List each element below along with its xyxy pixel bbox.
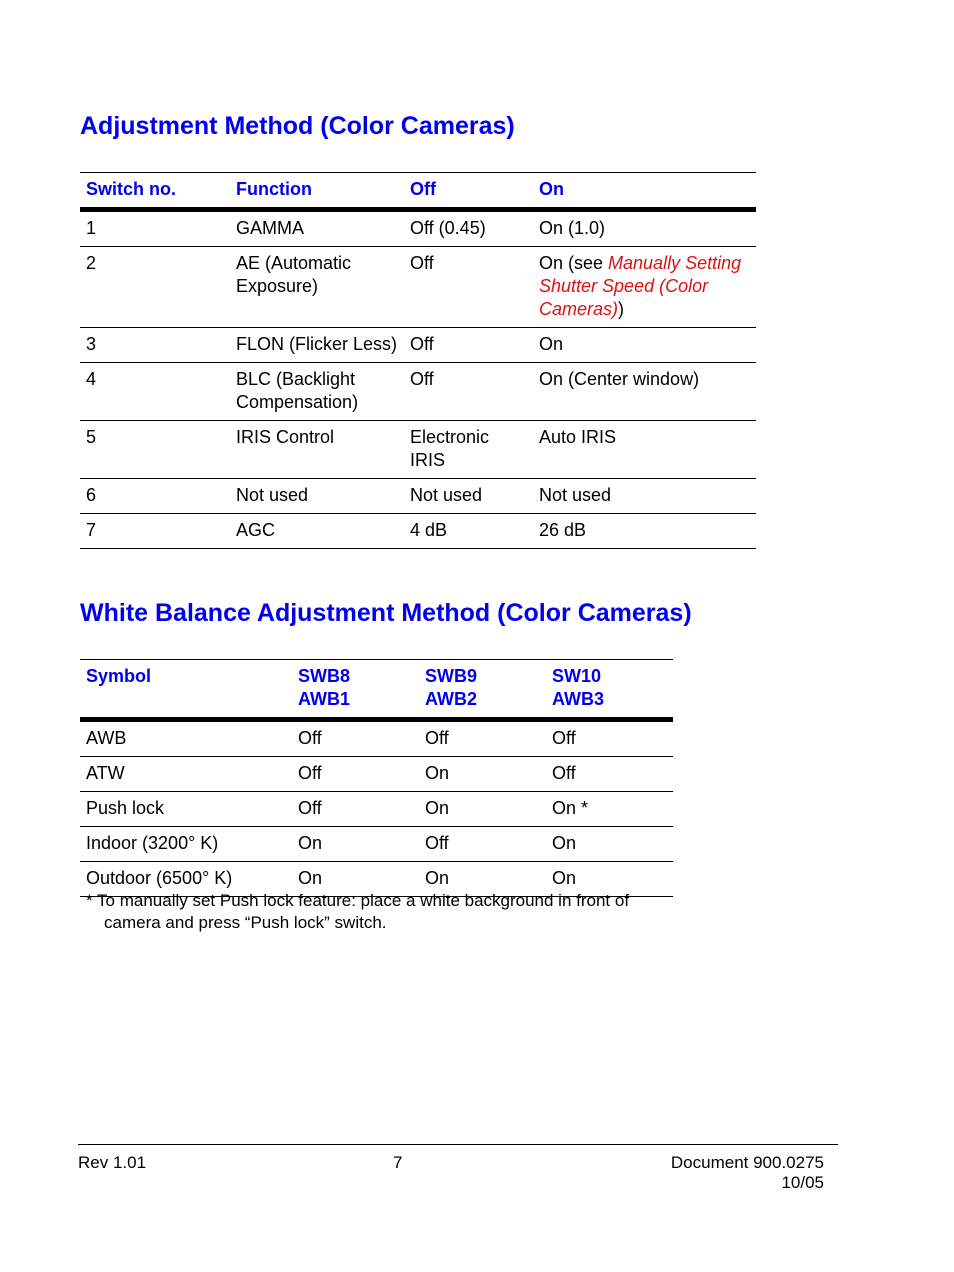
cross-reference-link[interactable]: Manually Setting Shutter Speed (Color Cameras) [539,253,742,319]
setting-cell: Off [292,720,419,757]
footer-page-number: 7 [393,1153,403,1172]
on-cell: Not used [533,479,756,514]
setting-cell: On [292,862,419,897]
off-cell: Off [404,247,533,328]
column-header-line1: SWB8 [298,666,351,686]
column-header-line2: AWB2 [425,689,478,709]
table-row [80,210,756,247]
off-cell: Off [404,363,533,421]
column-header-line1: SWB9 [425,666,478,686]
symbol-cell: Indoor (3200° K) [80,827,292,862]
footer-date: 10/05 [781,1173,824,1192]
setting-cell: Off [292,757,419,792]
column-header-line1: SW10 [552,666,602,686]
setting-cell: Off [419,827,546,862]
column-header [419,660,546,720]
on-cell [533,247,756,328]
column-header-line1: Symbol [86,666,152,686]
switch-no-cell: 6 [80,479,230,514]
switch-no-cell: 3 [80,328,230,363]
setting-cell: On [546,862,673,897]
function-cell: BLC (Backlight Compensation) [230,363,404,421]
table-row [80,479,756,514]
off-cell: 4 dB [404,514,533,549]
off-cell: Not used [404,479,533,514]
setting-cell: Off [292,792,419,827]
setting-cell: Off [546,757,673,792]
column-header-line2: AWB1 [298,689,351,709]
table-row [80,720,673,757]
symbol-cell: AWB [80,720,292,757]
on-cell-suffix: ) [618,299,625,319]
table-row [80,514,756,549]
on-cell: On [533,328,756,363]
function-cell: FLON (Flicker Less) [230,328,404,363]
setting-cell: On [419,792,546,827]
table-header-row [80,173,756,210]
setting-cell: On [292,827,419,862]
on-cell-prefix: On (see [539,253,609,273]
table-header-row [80,660,673,720]
setting-cell: On [419,862,546,897]
column-header [292,660,419,720]
setting-cell: On [419,757,546,792]
footer-revision: Rev 1.01 [78,1153,147,1172]
switch-no-cell: 2 [80,247,230,328]
column-header: Function [230,173,404,210]
on-cell: On (1.0) [533,210,756,247]
column-header: On [533,173,756,210]
on-cell: On (Center window) [533,363,756,421]
function-cell: GAMMA [230,210,404,247]
push-lock-footnote [86,890,676,934]
function-cell: IRIS Control [230,421,404,479]
white-balance-table [80,659,673,897]
setting-cell: On * [546,792,673,827]
setting-cell: On [546,827,673,862]
switch-no-cell: 4 [80,363,230,421]
column-header [546,660,673,720]
setting-cell: Off [546,720,673,757]
table-row [80,792,673,827]
symbol-cell: Push lock [80,792,292,827]
column-header: Switch no. [80,173,230,210]
table-row [80,827,673,862]
footer-divider [78,1144,838,1145]
footer-document-info [671,1153,824,1193]
switch-no-cell: 5 [80,421,230,479]
function-cell: AE (Automatic Exposure) [230,247,404,328]
off-cell: Off [404,328,533,363]
switch-no-cell: 7 [80,514,230,549]
table-row [80,757,673,792]
off-cell: Electronic IRIS [404,421,533,479]
function-cell: Not used [230,479,404,514]
table-row [80,247,756,328]
table-row [80,328,756,363]
footer-document-number: Document 900.0275 [670,1153,824,1172]
symbol-cell: Outdoor (6500° K) [80,862,292,897]
footnote-line: * To manually set Push lock feature: place a white background in front of [86,891,630,910]
off-cell: Off (0.45) [404,210,533,247]
table-row [80,421,756,479]
switch-no-cell: 1 [80,210,230,247]
adjustment-table [80,172,756,549]
table-row [80,363,756,421]
column-header-line2: AWB3 [552,689,605,709]
on-cell: Auto IRIS [533,421,756,479]
function-cell: AGC [230,514,404,549]
symbol-cell: ATW [80,757,292,792]
footnote-line: camera and press “Push lock” switch. [104,913,387,932]
column-header: Off [404,173,533,210]
column-header [80,660,292,720]
setting-cell: Off [419,720,546,757]
on-cell: 26 dB [533,514,756,549]
section-title-white-balance: White Balance Adjustment Method (Color Cameras) [80,599,692,627]
section-title-adjustment: Adjustment Method (Color Cameras) [80,112,515,140]
